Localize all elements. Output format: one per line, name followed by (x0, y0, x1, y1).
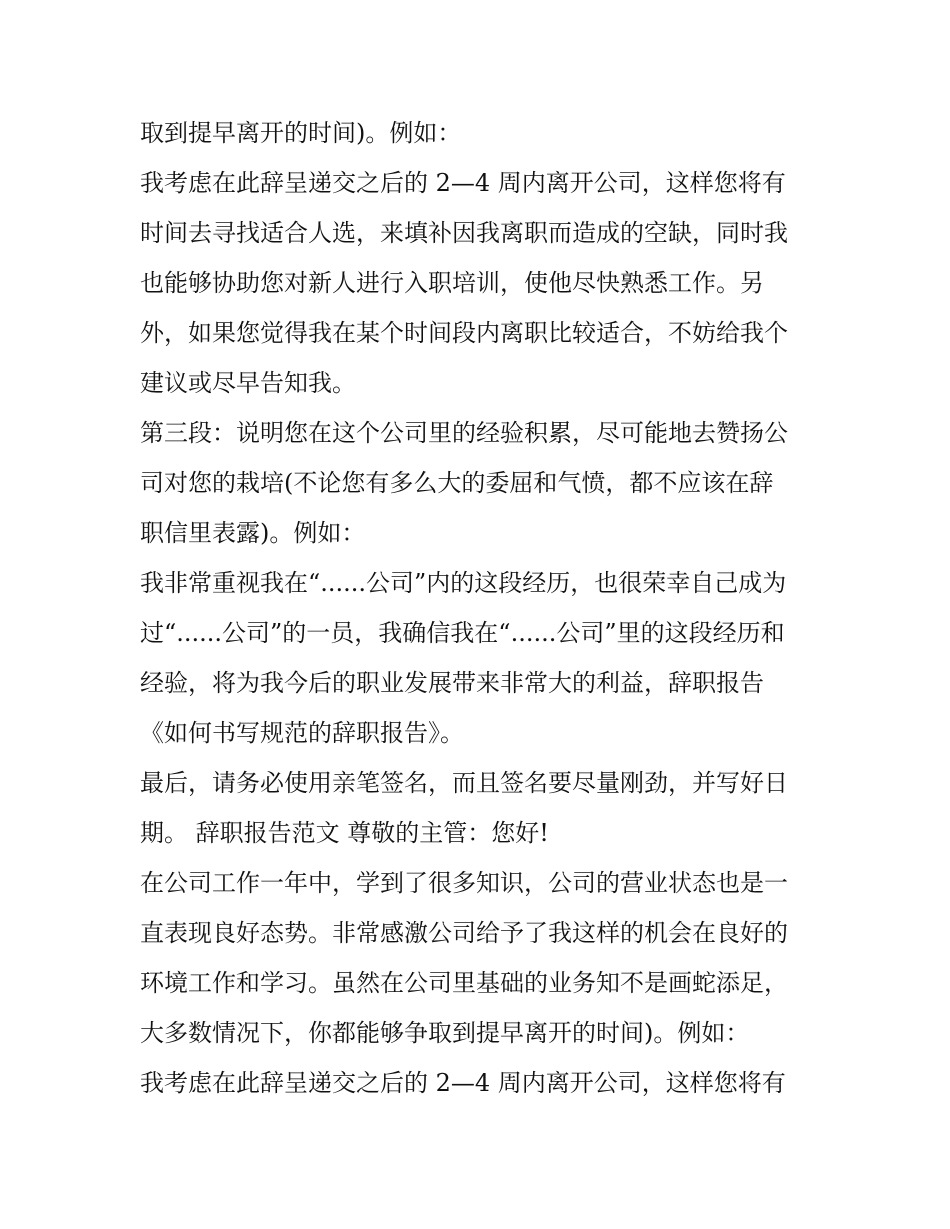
text-line: 外，如果您觉得我在某个时间段内离职比较适合，不妨给我个 (140, 319, 788, 347)
text-line: 第三段：说明您在这个公司里的经验积累，尽可能地去赞扬公 (140, 419, 788, 447)
text-line: 直表现良好态势。非常感激公司给予了我这样的机会在良好的 (140, 919, 788, 947)
text-line: 也能够协助您对新人进行入职培训，使他尽快熟悉工作。另 (140, 269, 764, 297)
text-line: 司对您的栽培(不论您有多么大的委屈和气愤，都不应该在辞 (140, 469, 774, 497)
text-line: 最后，请务必使用亲笔签名，而且签名要尽量刚劲，并写好日 (140, 769, 788, 797)
text-line: 期。 辞职报告范文 尊敬的主管：您好! (140, 819, 549, 847)
text-line: 我考虑在此辞呈递交之后的 2—4 周内离开公司，这样您将有 (140, 1069, 786, 1097)
text-line: 我考虑在此辞呈递交之后的 2—4 周内离开公司，这样您将有 (140, 169, 786, 197)
text-line: 经验，将为我今后的职业发展带来非常大的利益，辞职报告 (140, 669, 764, 697)
text-line: 取到提早离开的时间)。例如： (140, 119, 462, 147)
text-line: 时间去寻找适合人选，来填补因我离职而造成的空缺，同时我 (140, 219, 788, 247)
text-line: 环境工作和学习。虽然在公司里基础的业务知不是画蛇添足， (140, 969, 788, 997)
text-line: 我非常重视我在“......公司”内的这段经历，也很荣幸自己成为 (140, 569, 787, 597)
text-line: 大多数情况下，你都能够争取到提早离开的时间)。例如： (140, 1019, 750, 1047)
text-line: 《如何书写规范的辞职报告》。 (140, 719, 464, 747)
text-line: 在公司工作一年中，学到了很多知识，公司的营业状态也是一 (140, 869, 788, 897)
text-line: 过“......公司”的一员，我确信我在“......公司”里的这段经历和 (140, 619, 785, 647)
text-line: 建议或尽早告知我。 (140, 369, 356, 397)
document-body (140, 108, 820, 1108)
text-line: 职信里表露)。例如： (140, 519, 366, 547)
